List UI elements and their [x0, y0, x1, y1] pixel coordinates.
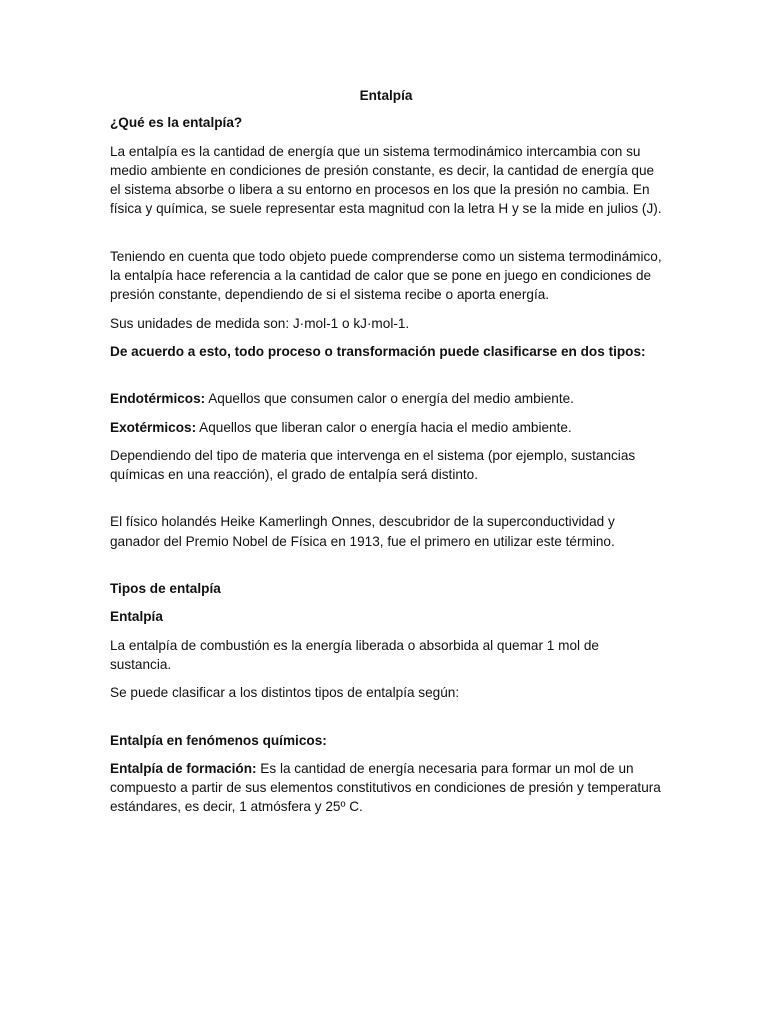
- matter-type-paragraph: Dependiendo del tipo de materia que intervenga en el sistema (por ejemplo, sustancias químicas en una reacción), el grado de entalpía será distinto.: [110, 447, 636, 483]
- endothermic-label: Endotérmicos:: [110, 391, 206, 407]
- document-body: [110, 86, 662, 826]
- spacer: [110, 712, 662, 731]
- spacer: [110, 228, 662, 247]
- classify-paragraph: Se puede clasificar a los distintos tipos de entalpía según:: [110, 685, 460, 701]
- history-paragraph: El físico holandés Heike Kamerlingh Onnes, descubridor de la superconductividad y ganador del Premio Nobel de Física en 1913, fue el primero en utilizar este término.: [110, 514, 615, 549]
- formation-label: Entalpía de formación:: [110, 760, 257, 776]
- exothermic-label: Exotérmicos:: [110, 419, 197, 435]
- question-heading: ¿Qué es la entalpía?: [110, 115, 243, 131]
- combustion-paragraph: La entalpía de combustión es la energía liberada o absorbida al quemar 1 mol de sustancia.: [110, 637, 599, 672]
- thermodynamic-paragraph: Teniendo en cuenta que todo objeto puede comprenderse como un sistema termodinámico, la entalpía hace referencia a la cantidad de calor que se pone en juego en condiciones de presión constante, dependiendo de si el sistema recibe o aporta energía.: [110, 248, 662, 303]
- formation-item: [110, 759, 662, 817]
- endothermic-text: Aquellos que consumen calor o energía del medio ambiente.: [205, 391, 574, 407]
- spacer: [110, 560, 662, 579]
- endothermic-item: [110, 389, 662, 408]
- entalpia-subheading: Entalpía: [110, 609, 163, 625]
- exothermic-text: Aquellos que liberan calor o energía hacia el medio ambiente.: [196, 419, 572, 435]
- chemical-heading: Entalpía en fenómenos químicos:: [110, 732, 327, 748]
- types-heading: Tipos de entalpía: [110, 581, 221, 597]
- exothermic-item: [110, 418, 662, 437]
- definition-paragraph: La entalpía es la cantidad de energía que un sistema termodinámico intercambia con su medio ambiente en condiciones de presión constante, es decir, la cantidad de energía que el sistema absorbe o libera a su entorno en procesos en los que la presión no cambia. En física y química, se suele representar esta magnitud con la letra H y se la mide en julios (J).: [110, 143, 662, 217]
- spacer: [110, 370, 662, 389]
- formation-text: Es la cantidad de energía necesaria para formar un mol de un compuesto a partir de sus elementos constitutivos en condiciones de presión y temperatura estándares, es decir, 1 atmósfera y 25º C.: [110, 760, 661, 815]
- classification-heading: De acuerdo a esto, todo proceso o transformación puede clasificarse en dos tipos:: [110, 343, 646, 359]
- document-title: Entalpía: [359, 88, 413, 103]
- units-paragraph: Sus unidades de medida son: J·mol-1 o kJ·mol-1.: [110, 315, 410, 331]
- spacer: [110, 493, 662, 512]
